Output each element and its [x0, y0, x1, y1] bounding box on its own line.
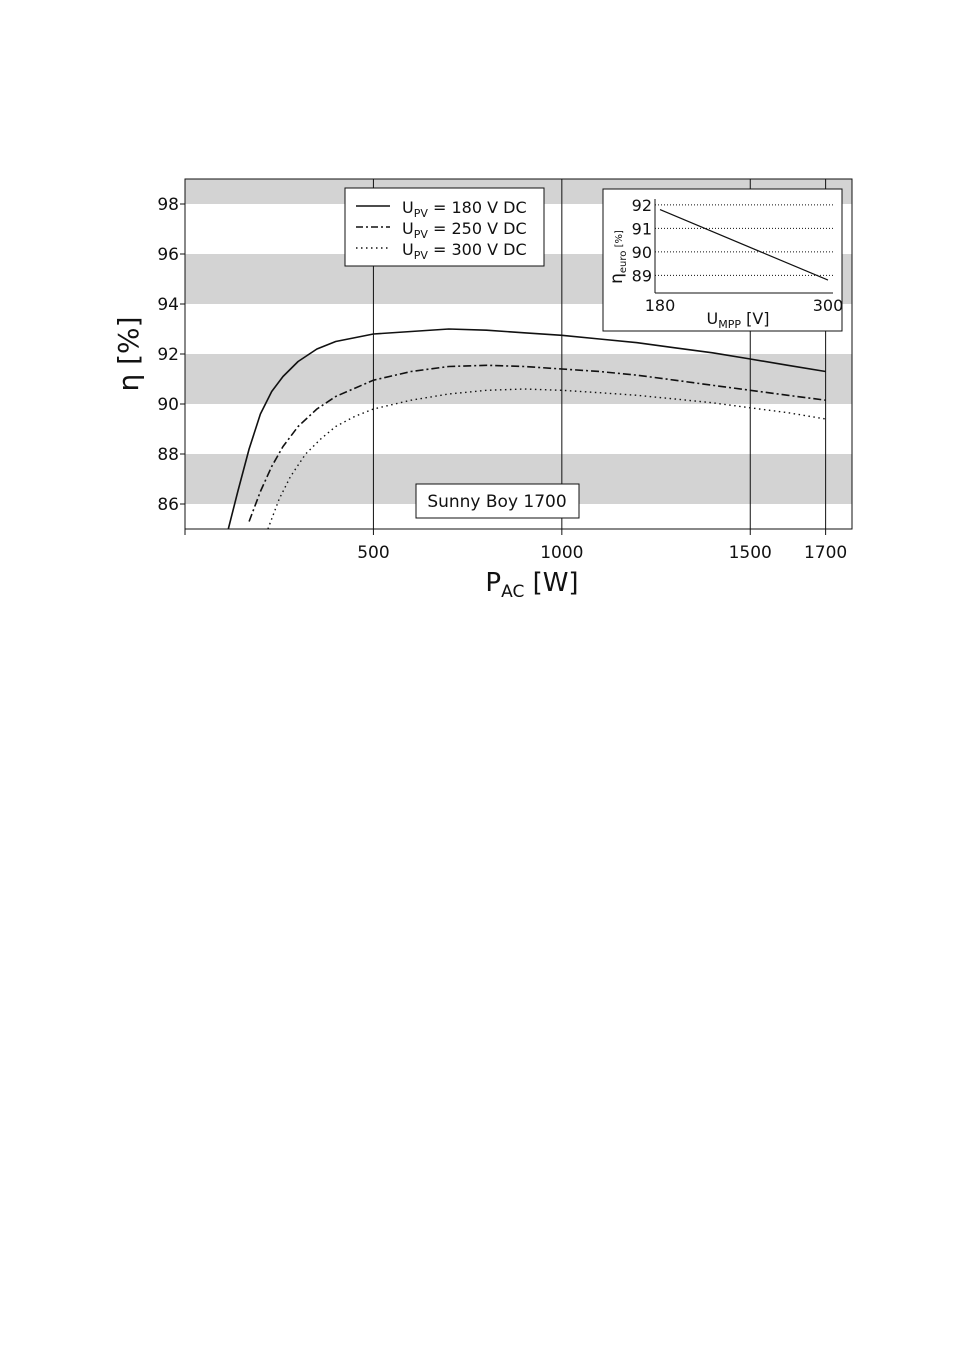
y-tick-label: 92 — [157, 345, 179, 365]
inset-y-tick-label: 91 — [631, 219, 652, 239]
x-tick-label: 1000 — [540, 543, 584, 563]
y-tick-label: 88 — [157, 445, 179, 465]
x-axis-label: $P_{AC}$ [W] — [485, 568, 579, 602]
legend-entry-1: $U_{PV} = 180$ V DC — [402, 198, 527, 220]
legend-entry-3: $U_{PV} = 300$ V DC — [402, 240, 527, 262]
x-tick-label: 1700 — [803, 543, 848, 563]
inset-chart — [603, 189, 843, 331]
inset-x-axis-label: $U_{MPP}$ [V] — [706, 309, 770, 331]
legend — [345, 188, 544, 266]
inset-x-tick-label: 180 — [644, 296, 676, 315]
y-axis-label: η [%] — [112, 316, 145, 392]
inset-y-tick-label: 89 — [631, 266, 652, 286]
x-tick-label: 500 — [357, 543, 390, 563]
y-tick-label: 94 — [157, 295, 179, 315]
legend-entry-2: $U_{PV} = 250$ V DC — [402, 219, 527, 241]
inset-x-tick-label: 300 — [812, 296, 844, 315]
x-tick-label: 1500 — [728, 543, 772, 563]
x-axis-ticks — [185, 529, 847, 563]
y-axis-ticks — [157, 195, 185, 515]
y-tick-label: 96 — [157, 245, 179, 265]
annotation-box — [416, 484, 579, 518]
annotation-label: Sunny Boy 1700 — [427, 492, 567, 512]
y-tick-label: 98 — [157, 195, 179, 215]
grey-band — [185, 354, 852, 404]
inset-y-tick-label: 92 — [631, 195, 652, 215]
y-tick-label: 90 — [157, 395, 179, 415]
inset-y-tick-label: 90 — [631, 242, 652, 262]
inset-y-axis-label: $\eta_{euro}$ [%] — [607, 230, 629, 284]
y-tick-label: 86 — [157, 495, 179, 515]
